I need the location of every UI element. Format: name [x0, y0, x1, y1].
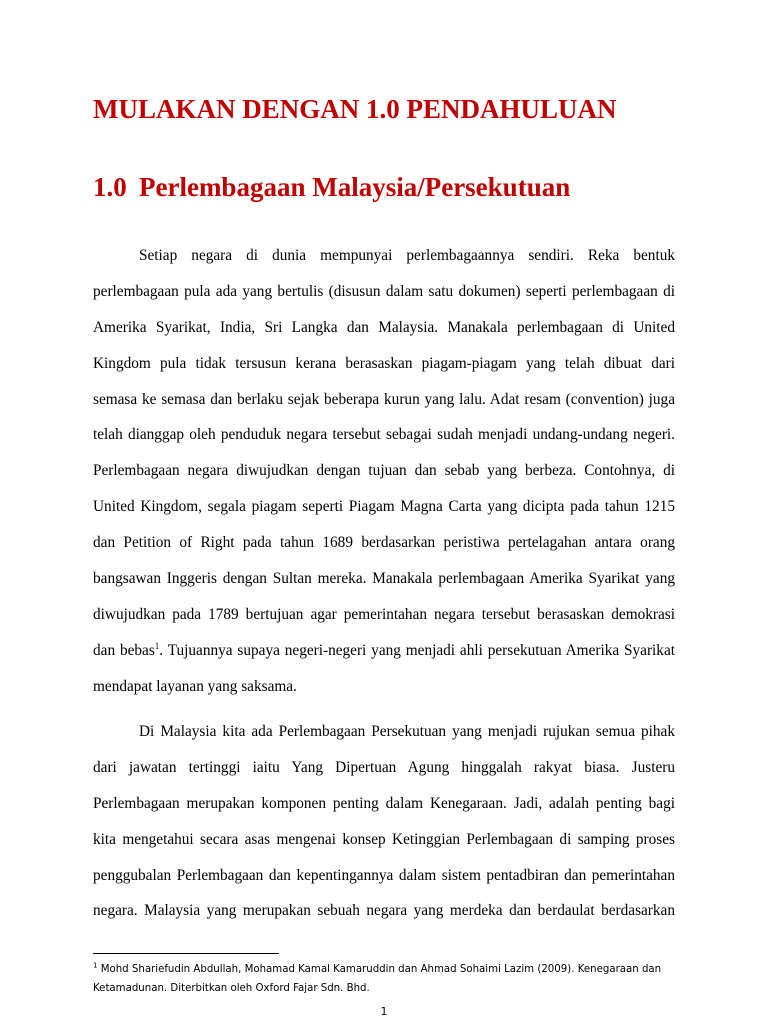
paragraph-1	[93, 238, 675, 705]
paragraph-line: Perlembagaan merupakan komponen penting dalam Kenegaraan. Jadi, adalah penting bagi	[93, 794, 675, 812]
paragraph-line	[93, 633, 675, 669]
paragraph-line: United Kingdom, segala piagam seperti Piagam Magna Carta yang dicipta pada tahun 1215	[93, 498, 675, 516]
paragraph-line: kita mengetahui secara asas mengenai konsep Ketinggian Perlembagaan di samping proses	[93, 830, 675, 848]
paragraph-line: dari jawatan tertinggi iaitu Yang Dipertuan Agung hinggalah rakyat biasa. Justeru	[93, 758, 675, 776]
paragraph-line: Setiap negara di dunia mempunyai perlembagaannya sendiri. Reka bentuk	[139, 247, 675, 264]
paragraph-line: penggubalan Perlembagaan dan kepentingannya dalam sistem pentadbiran dan pemerintahan	[93, 866, 675, 884]
paragraph-line: diwujudkan pada 1789 bertujuan agar pemerintahan negara tersebut berasaskan demokrasi	[93, 605, 675, 623]
paragraph-line: perlembagaan pula ada yang bertulis (disusun dalam satu dokumen) seperti perlembagaan di	[93, 282, 675, 300]
paragraph-line: Perlembagaan negara diwujudkan dengan tujuan dan sebab yang berbeza. Contohnya, di	[93, 462, 675, 480]
footnote-marker: 1	[93, 961, 98, 970]
paragraph-line: semasa ke semasa dan berlaku sejak beberapa kurun yang lalu. Adat resam (convention) juga	[93, 390, 675, 408]
footnote-line	[93, 960, 683, 979]
footnote-separator	[93, 953, 279, 954]
paragraph-line: negara. Malaysia yang merupakan sebuah negara yang merdeka dan berdaulat berdasarkan	[93, 902, 675, 920]
line-text: dan bebas	[93, 641, 155, 659]
paragraph-line: telah dianggap oleh penduduk negara tersebut sebagai sudah menjadi undang-undang negeri.	[93, 426, 675, 444]
paragraph-2	[93, 714, 675, 929]
paragraph-line: Di Malaysia kita ada Perlembagaan Persekutuan yang menjadi rujukan semua pihak	[139, 723, 675, 740]
footnote	[93, 960, 683, 998]
section-number: 1.0	[93, 172, 127, 202]
footnote-text: Mohd Shariefudin Abdullah, Mohamad Kamal Kamaruddin dan Ahmad Sohaimi Lazim (2009). Kenegaraan dan	[97, 964, 662, 975]
paragraph-line: mendapat layanan yang saksama.	[93, 677, 297, 695]
page-number: 1	[380, 1005, 388, 1018]
paragraph-line: dan Petition of Right pada tahun 1689 berdasarkan peristiwa pertelagahan antara orang	[93, 534, 675, 552]
footnote-reference[interactable]: 1	[154, 640, 160, 651]
paragraph-line: Kingdom pula tidak tersusun kerana berasaskan piagam-piagam yang telah dibuat dari	[93, 354, 675, 372]
footnote-line: Ketamadunan. Diterbitkan oleh Oxford Fajar Sdn. Bhd.	[93, 983, 370, 994]
main-heading: MULAKAN DENGAN 1.0 PENDAHULUAN	[93, 94, 617, 124]
line-text: . Tujuannya supaya negeri-negeri yang menjadi ahli persekutuan Amerika Syarikat	[159, 641, 675, 659]
section-title: Perlembagaan Malaysia/Persekutuan	[139, 172, 571, 202]
paragraph-line: bangsawan Inggeris dengan Sultan mereka. Manakala perlembagaan Amerika Syarikat yang	[93, 570, 675, 588]
section-heading	[93, 171, 570, 203]
paragraph-line: Amerika Syarikat, India, Sri Langka dan Malaysia. Manakala perlembagaan di United	[93, 318, 675, 336]
